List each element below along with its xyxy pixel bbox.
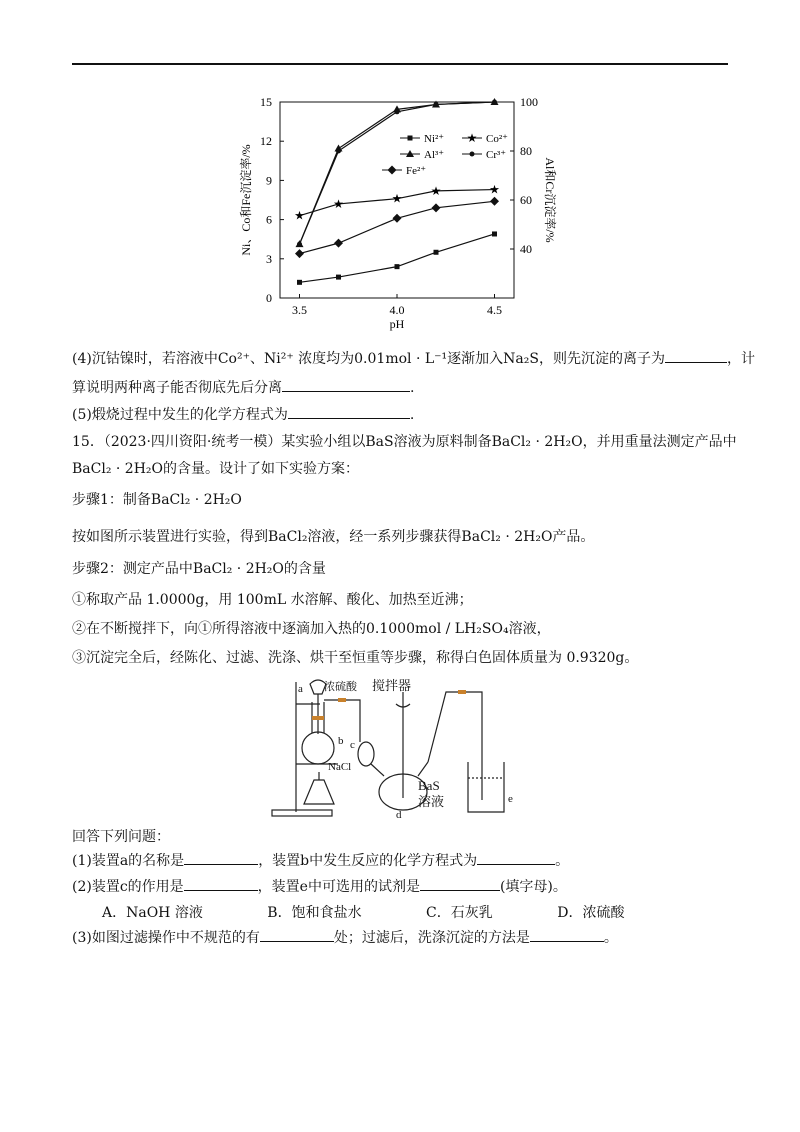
q15-text-b: ，并用重量法测定产品中 <box>582 434 737 450</box>
alcohol-lamp <box>304 780 334 804</box>
label-bas: BaS <box>418 778 440 793</box>
q1-text-b: ，装置b中发生反应的化学方程式为 <box>258 853 478 869</box>
data-point <box>295 249 304 258</box>
series-line-4 <box>300 201 495 253</box>
data-point <box>395 264 400 269</box>
data-point <box>490 197 499 206</box>
beaker <box>468 762 504 812</box>
answer-blank[interactable] <box>260 927 334 942</box>
step1-heading: 步骤1：制备BaCl₂ · 2H₂O <box>72 492 242 508</box>
legend-label: Co²⁺ <box>486 133 508 145</box>
legend-label: Fe²⁺ <box>406 165 427 177</box>
stand-base <box>272 810 332 816</box>
label-c: c <box>350 739 355 751</box>
x-axis-label: pH <box>389 317 405 331</box>
y-tick-label-right: 40 <box>520 242 532 256</box>
answer-blank[interactable] <box>288 404 410 419</box>
data-point: ★ <box>430 183 442 198</box>
period: . <box>410 380 415 396</box>
q15-line1 <box>72 432 737 452</box>
data-point: ★ <box>294 208 305 223</box>
q15-text: 15．（2023·四川资阳·统考一模）某实验小组以BaS溶液为原料制备 <box>72 434 492 450</box>
option-a[interactable]: A．NaOH 溶液 <box>102 905 203 921</box>
q4-line1 <box>72 348 755 369</box>
q2-text-b: ，装置e中可选用的试剂是 <box>257 879 420 895</box>
data-point <box>434 102 439 107</box>
safety-bulb <box>358 742 374 766</box>
option-c[interactable]: C．石灰乳 <box>426 905 493 921</box>
y-axis-label-right: Al和Cr沉淀率/% <box>543 157 557 243</box>
legend-label: Ni²⁺ <box>424 133 445 145</box>
q15-line2-text: 的含量。设计了如下实验方案： <box>163 461 359 477</box>
precipitation-rate-chart <box>228 90 568 335</box>
question-2 <box>72 876 567 897</box>
formula: BaCl₂ · 2H₂O <box>72 461 163 477</box>
y-tick-label-right: 60 <box>520 193 532 207</box>
y-tick-label-right: 80 <box>520 144 532 158</box>
q4-reagent: Na₂S <box>503 351 539 367</box>
q2-text-c: (填字母)。 <box>499 879 567 895</box>
data-point: ★ <box>489 182 500 197</box>
label-solution: 溶液 <box>418 794 445 809</box>
q5-text: (5)煅烧过程中发生的化学方程式为 <box>72 407 288 423</box>
answer-blank[interactable] <box>184 850 258 865</box>
x-tick-label: 4.5 <box>487 303 502 317</box>
data-point <box>492 100 497 105</box>
label-a: a <box>298 683 303 695</box>
q3-text-b: 处；过滤后，洗涤沉淀的方法是 <box>333 930 530 946</box>
question-1 <box>72 850 569 871</box>
q2-text: (2)装置c的作用是 <box>72 879 184 895</box>
option-d[interactable]: D．浓硫酸 <box>557 905 625 921</box>
answer-blank[interactable] <box>665 348 727 363</box>
apparatus-diagram <box>268 672 528 822</box>
y-axis-label-left: Ni、Co和Fe沉淀率/% <box>239 144 253 256</box>
q15-line2 <box>72 459 359 479</box>
q4-line2-text: 算说明两种离子能否彻底先后分离 <box>72 380 282 396</box>
question-3 <box>72 927 618 948</box>
label-acid: 浓硫酸 <box>324 681 357 693</box>
answer-blank[interactable] <box>282 377 410 392</box>
step2-heading: 步骤2：测定产品中BaCl₂ · 2H₂O的含量 <box>72 561 326 577</box>
data-point <box>297 242 302 247</box>
x-tick-label: 3.5 <box>292 303 307 317</box>
data-point <box>336 149 341 154</box>
q4-line2 <box>72 377 414 398</box>
top-rule <box>72 63 728 65</box>
answer-blank[interactable] <box>184 876 258 891</box>
data-point: ★ <box>391 191 403 206</box>
label-nacl: NaCl <box>328 761 352 773</box>
y-tick-label-left: 12 <box>260 134 272 149</box>
answer-options <box>102 902 684 922</box>
q3-period: 。 <box>603 930 618 946</box>
label-d: d <box>396 809 402 821</box>
y-tick-label-left: 0 <box>266 291 272 305</box>
q4-text-c: ，计 <box>726 351 755 367</box>
legend-marker <box>388 166 397 175</box>
data-point <box>432 203 441 212</box>
legend-marker <box>408 136 413 141</box>
q4-text: (4)沉钴镍时，若溶液中Co²⁺、Ni²⁺ 浓度均为0.01mol · L⁻¹逐渐加入 <box>72 351 504 367</box>
x-tick-label: 4.0 <box>389 303 405 317</box>
legend-marker: ★ <box>466 131 478 145</box>
series-line-0 <box>300 234 495 282</box>
q5-line <box>72 404 414 425</box>
data-point <box>334 239 343 248</box>
answer-blank[interactable] <box>530 927 604 942</box>
legend-label: Cr³⁺ <box>486 149 507 161</box>
data-point <box>297 280 302 285</box>
answer-blank[interactable] <box>420 876 500 891</box>
q4-text-b: ，则先沉淀的离子为 <box>538 351 665 367</box>
answer-blank[interactable] <box>477 850 555 865</box>
y-tick-label-left: 15 <box>260 95 272 109</box>
data-point <box>434 250 439 255</box>
y-tick-label-right: 100 <box>520 95 538 109</box>
legend-marker <box>470 152 475 157</box>
q1-period: 。 <box>555 853 570 869</box>
data-point: ★ <box>333 196 344 211</box>
data-point <box>395 109 400 114</box>
step1-description: 按如图所示装置进行实验，得到BaCl₂溶液，经一系列步骤获得BaCl₂ · 2H₂O产品。 <box>72 529 595 545</box>
option-b[interactable]: B．饱和食盐水 <box>267 905 362 921</box>
q1-text: (1)装置a的名称是 <box>72 853 185 869</box>
step2-item-3: ③沉淀完全后，经陈化、过滤、洗涤、烘干至恒重等步骤，称得白色固体质量为 0.9320g。 <box>72 650 639 666</box>
step2-item-1: ①称取产品 1.0000g，用 100mL 水溶解、酸化、加热至近沸； <box>72 592 473 608</box>
period: . <box>409 407 415 423</box>
data-point <box>393 214 402 223</box>
y-tick-label-left: 9 <box>266 173 272 188</box>
round-bottom-flask <box>302 732 334 764</box>
data-point <box>492 231 497 236</box>
q3-text: (3)如图过滤操作中不规范的有 <box>72 930 260 946</box>
questions-intro: 回答下列问题： <box>72 829 170 845</box>
label-e: e <box>508 793 513 805</box>
formula: BaCl₂ · 2H₂O <box>491 434 583 450</box>
label-stirrer: 搅拌器 <box>372 678 412 693</box>
y-tick-label-left: 6 <box>266 212 272 227</box>
step2-item-2: ②在不断搅拌下，向①所得溶液中逐滴加入热的0.1000mol / LH₂SO₄溶液， <box>72 621 551 637</box>
data-point <box>336 275 341 280</box>
y-tick-label-left: 3 <box>266 251 272 266</box>
legend-label: Al³⁺ <box>424 149 445 161</box>
label-b: b <box>338 735 344 747</box>
